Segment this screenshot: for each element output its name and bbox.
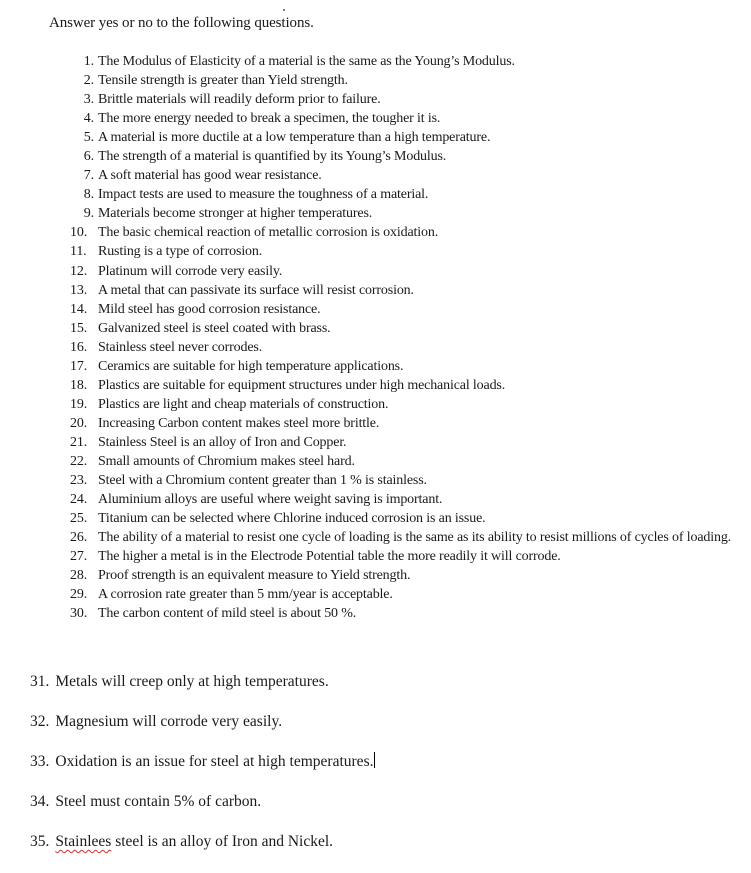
question-text: Platinum will corrode very easily. — [98, 263, 283, 279]
question-text: Proof strength is an equivalent measure to Yield strength. — [98, 568, 411, 584]
question-text: Steel with a Chromium content greater than 1 % is stainless. — [98, 473, 427, 489]
question-number: 28. — [70, 568, 88, 584]
question-text: Magnesium will corrode very easily. — [55, 713, 283, 730]
question-list — [70, 52, 750, 623]
question-text: The strength of a material is quantified by its Young’s Modulus. — [98, 149, 447, 165]
question-item — [70, 319, 750, 338]
question-list-extra — [30, 672, 375, 872]
question-item — [70, 547, 750, 566]
question-item — [30, 752, 375, 792]
question-item — [70, 109, 750, 128]
question-text: Stainless Steel is an alloy of Iron and Copper. — [98, 434, 347, 450]
question-number: 32. — [30, 713, 50, 730]
question-item — [70, 166, 750, 185]
question-number: 2. — [83, 73, 94, 89]
question-text: A metal that can passivate its surface will resist corrosion. — [98, 282, 414, 298]
text-cursor — [374, 752, 375, 768]
question-text: Steel must contain 5% of carbon. — [55, 793, 262, 810]
question-text: Materials become stronger at higher temperatures. — [98, 206, 373, 222]
question-text: Metals will creep only at high temperatures. — [55, 673, 329, 690]
question-number: 3. — [83, 92, 94, 108]
question-number: 19. — [70, 396, 88, 412]
question-number: 7. — [83, 168, 94, 184]
question-text: steel is an alloy of Iron and Nickel. — [111, 833, 334, 850]
question-number: 10. — [70, 225, 88, 241]
question-number: 29. — [70, 587, 88, 603]
question-text: Ceramics are suitable for high temperature applications. — [98, 358, 404, 374]
instructions-heading: Answer yes or no to the following questions. — [49, 15, 314, 31]
question-number: 30. — [70, 606, 88, 622]
question-number: 5. — [83, 130, 94, 146]
question-text: Rusting is a type of corrosion. — [98, 244, 263, 260]
question-text: Plastics are light and cheap materials of construction. — [98, 396, 389, 412]
question-item — [70, 528, 750, 547]
question-number: 18. — [70, 377, 88, 393]
question-item — [30, 832, 375, 872]
question-number: 33. — [30, 753, 50, 770]
question-item — [70, 71, 750, 90]
question-item — [70, 242, 750, 261]
question-item — [70, 262, 750, 281]
question-number: 12. — [70, 263, 88, 279]
question-number: 24. — [70, 492, 88, 508]
question-item — [70, 376, 750, 395]
question-text: The ability of a material to resist one cycle of loading is the same as its ability to resist millions of cycles of loading. — [98, 530, 732, 546]
question-item — [70, 185, 750, 204]
question-item — [70, 414, 750, 433]
question-number: 21. — [70, 434, 88, 450]
question-number: 34. — [30, 793, 50, 810]
question-text: Plastics are suitable for equipment structures under high mechanical loads. — [98, 377, 506, 393]
question-item — [70, 300, 750, 319]
question-text: The higher a metal is in the Electrode Potential table the more readily it will corrode. — [98, 549, 561, 565]
question-text: The Modulus of Elasticity of a material is the same as the Young’s Modulus. — [98, 54, 515, 69]
question-item — [70, 223, 750, 242]
question-text: Tensile strength is greater than Yield strength. — [98, 73, 348, 89]
question-text: Stainless steel never corrodes. — [98, 339, 263, 355]
question-number: 4. — [83, 111, 94, 127]
question-item — [70, 604, 750, 623]
question-number: 27. — [70, 549, 88, 565]
question-item — [70, 452, 750, 471]
question-text: A corrosion rate greater than 5 mm/year is acceptable. — [98, 587, 393, 603]
question-number: 9. — [83, 206, 94, 222]
question-text: Mild steel has good corrosion resistance. — [98, 301, 321, 317]
question-number: 17. — [70, 358, 88, 374]
question-text: Titanium can be selected where Chlorine induced corrosion is an issue. — [98, 511, 486, 527]
question-number: 1. — [83, 54, 94, 69]
question-item — [70, 509, 750, 528]
question-text: Increasing Carbon content makes steel more brittle. — [98, 415, 380, 431]
question-text: Oxidation is an issue for steel at high temperatures. — [55, 753, 374, 770]
question-number: 35. — [30, 833, 50, 850]
question-item — [70, 90, 750, 109]
question-item — [70, 585, 750, 604]
question-number: 16. — [70, 339, 88, 355]
question-text: Small amounts of Chromium makes steel hard. — [98, 453, 355, 469]
question-text: Galvanized steel is steel coated with brass. — [98, 320, 331, 336]
misspelled-word[interactable]: Stainlees — [55, 833, 112, 850]
question-number: 11. — [70, 244, 87, 260]
question-number: 20. — [70, 415, 88, 431]
question-item — [70, 52, 750, 71]
question-item — [30, 712, 375, 752]
question-item — [70, 128, 750, 147]
question-number: 13. — [70, 282, 88, 298]
question-item — [70, 490, 750, 509]
question-number: 15. — [70, 320, 88, 336]
question-item — [70, 471, 750, 490]
question-text: Impact tests are used to measure the toughness of a material. — [98, 187, 429, 203]
question-number: 6. — [83, 149, 94, 165]
question-number: 8. — [83, 187, 94, 203]
stray-mark — [283, 9, 285, 11]
question-text: The more energy needed to break a specimen, the tougher it is. — [98, 111, 441, 127]
question-item — [70, 147, 750, 166]
question-item — [70, 357, 750, 376]
question-number: 31. — [30, 673, 50, 690]
question-item — [70, 395, 750, 414]
question-text: Brittle materials will readily deform prior to failure. — [98, 92, 381, 108]
question-number: 25. — [70, 511, 88, 527]
question-text: The basic chemical reaction of metallic corrosion is oxidation. — [98, 225, 439, 241]
question-item — [70, 338, 750, 357]
question-text: The carbon content of mild steel is about 50 %. — [98, 606, 357, 622]
question-item — [30, 792, 375, 832]
question-number: 14. — [70, 301, 88, 317]
question-number: 26. — [70, 530, 88, 546]
question-text: A soft material has good wear resistance. — [98, 168, 322, 184]
question-item — [70, 566, 750, 585]
question-number: 23. — [70, 473, 88, 489]
question-item — [70, 204, 750, 223]
question-item — [70, 281, 750, 300]
question-item — [30, 672, 375, 712]
question-item — [70, 433, 750, 452]
question-number: 22. — [70, 453, 88, 469]
question-text: Aluminium alloys are useful where weight saving is important. — [98, 492, 443, 508]
question-text: A material is more ductile at a low temperature than a high temperature. — [98, 130, 491, 146]
